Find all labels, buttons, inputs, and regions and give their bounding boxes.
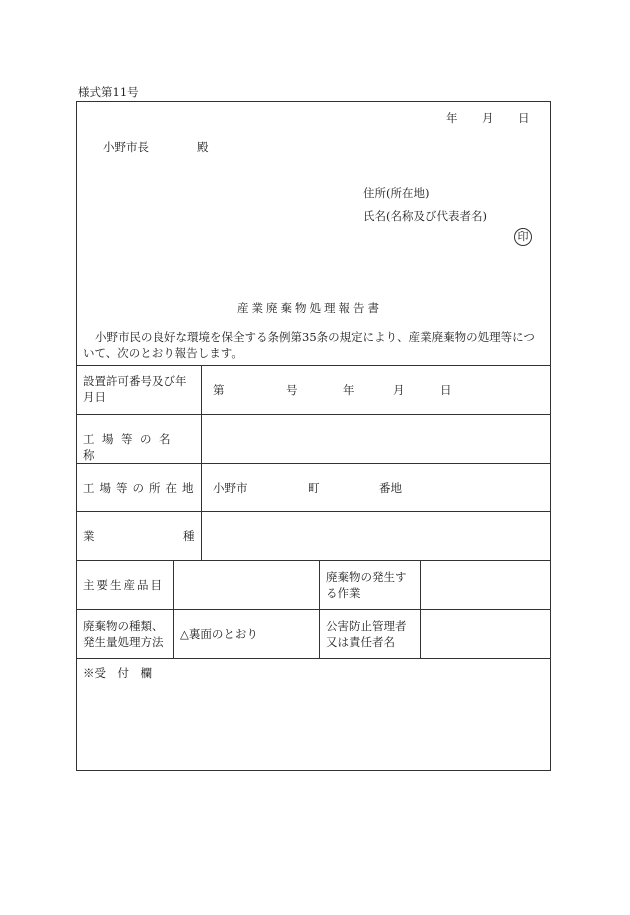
table-line	[77, 560, 550, 561]
factory-name-label: 工場等の名称	[83, 432, 178, 462]
table-line	[77, 609, 550, 610]
waste-type-label: 廃棄物の種類、発生量処理方法	[83, 619, 164, 649]
table-line	[77, 463, 550, 464]
manager-label: 公害防止管理者又は責任者名	[326, 619, 407, 649]
waste-work-label: 廃棄物の発生する作業	[326, 570, 407, 600]
table-divider	[319, 560, 320, 658]
factory-location-label: 工場等の所在地	[83, 481, 199, 495]
main-products-field[interactable]	[175, 562, 317, 607]
form-number: 様式第11号	[78, 85, 139, 99]
permit-dai: 第	[213, 383, 225, 397]
location-town: 町	[308, 481, 320, 495]
document-title: 産業廃棄物処理報告書	[237, 301, 382, 315]
waste-type-value: △裏面のとおり	[180, 627, 258, 641]
waste-work-field[interactable]	[422, 562, 548, 607]
permit-go: 号	[286, 383, 298, 397]
table-line	[77, 511, 550, 512]
industry-label-a: 業	[83, 529, 95, 543]
permit-month: 月	[393, 383, 405, 397]
table-divider	[201, 365, 202, 560]
table-divider	[173, 560, 174, 658]
date-day-label: 日	[518, 111, 530, 125]
addressee: 小野市長	[103, 140, 149, 154]
report-form	[76, 101, 551, 771]
name-label: 氏名(名称及び代表者名)	[363, 209, 487, 223]
main-products-label: 主要生産品目	[83, 578, 164, 592]
table-line	[77, 365, 550, 366]
intro-text: 小野市民の良好な環境を保全する条例第35条の規定により、産業廃棄物の処理等について、次のとおり報告します。	[83, 330, 535, 360]
reception-label: ※受 付 欄	[83, 666, 152, 680]
location-city: 小野市	[213, 481, 248, 495]
table-divider	[420, 560, 421, 658]
seal-mark: 印	[514, 228, 532, 246]
industry-label-b: 種	[183, 529, 195, 543]
permit-label: 設置許可番号及び年月日	[83, 374, 187, 404]
table-line	[77, 414, 550, 415]
addressee-honorific: 殿	[197, 140, 209, 154]
industry-field[interactable]	[203, 513, 548, 558]
location-banchi: 番地	[379, 481, 402, 495]
table-line	[77, 658, 550, 659]
address-label: 住所(所在地)	[363, 186, 430, 200]
date-month-label: 月	[482, 111, 494, 125]
date-year-label: 年	[446, 111, 458, 125]
manager-field[interactable]	[422, 611, 548, 656]
factory-name-field[interactable]	[203, 416, 548, 461]
permit-year: 年	[343, 383, 355, 397]
permit-day: 日	[440, 383, 452, 397]
